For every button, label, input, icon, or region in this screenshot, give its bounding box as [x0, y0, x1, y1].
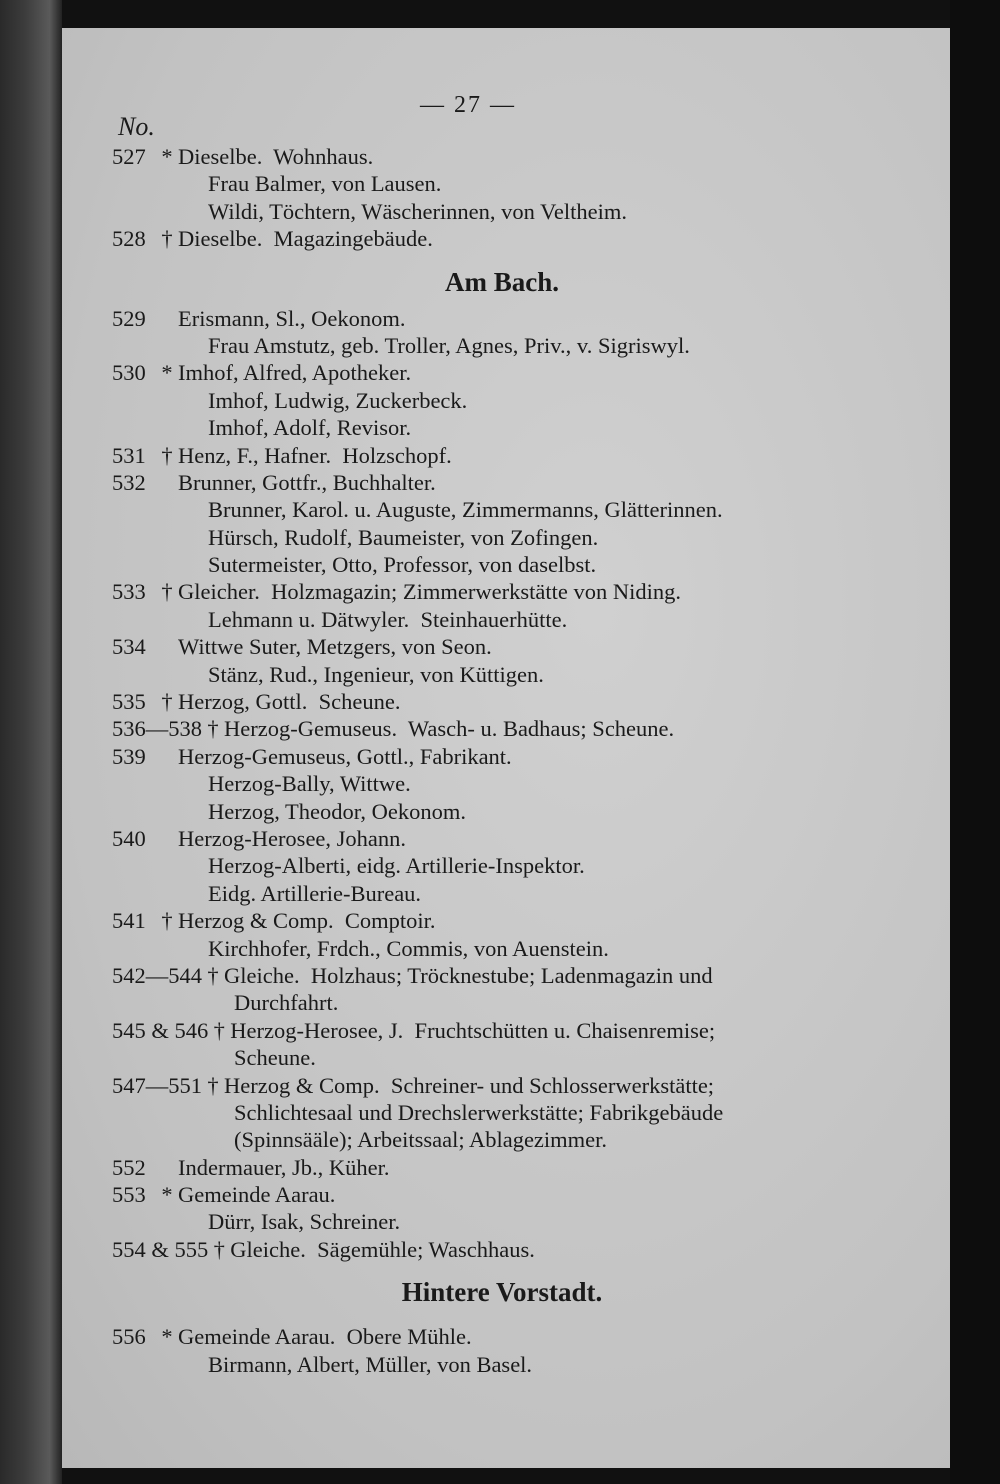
entry-text: Eidg. Artillerie-Bureau. — [208, 880, 422, 906]
house-number: 530 — [112, 360, 146, 386]
entry-text: Herzog & Comp. Comptoir. — [178, 908, 436, 934]
entry-text: Stänz, Rud., Ingenieur, von Küttigen. — [208, 661, 544, 687]
entry-text: Gemeinde Aarau. Obere Mühle. — [178, 1324, 472, 1350]
house-number: 540 — [112, 825, 146, 851]
house-number: 556 — [112, 1324, 146, 1350]
house-number: 547—551 — [112, 1072, 202, 1098]
entry-text: Gleiche. Sägemühle; Waschhaus. — [230, 1236, 535, 1262]
house-number: 554 & 555 — [112, 1236, 209, 1262]
marker-symbol: * — [161, 1182, 173, 1208]
entry-line — [112, 825, 872, 852]
entry-line — [112, 1072, 872, 1099]
house-number: 535 — [112, 689, 146, 715]
entry-text: Imhof, Adolf, Revisor. — [208, 415, 412, 441]
entry-continuation — [112, 852, 872, 879]
entry-text: Schlichtesaal und Drechslerwerkstätte; Fabrikgebäude — [234, 1099, 724, 1125]
house-number: 528 — [112, 226, 146, 252]
entry-line — [112, 225, 872, 252]
entry-text: Imhof, Alfred, Apotheker. — [178, 360, 412, 386]
entry-continuation — [112, 1351, 872, 1378]
entry-text: Frau Balmer, von Lausen. — [208, 171, 442, 197]
house-number: 552 — [112, 1154, 146, 1180]
marker-symbol: † — [161, 689, 173, 715]
entry-continuation — [112, 414, 872, 441]
entry-text: Gleicher. Holzmagazin; Zimmerwerkstätte von Niding. — [178, 579, 681, 605]
entry-text: Herzog-Bally, Wittwe. — [208, 771, 411, 797]
entry-continuation — [112, 198, 872, 225]
entry-line — [112, 907, 872, 934]
entry-continuation — [112, 332, 872, 359]
entry-line — [112, 688, 872, 715]
entry-text: Herzog & Comp. Schreiner- und Schlosserwerkstätte; — [224, 1072, 715, 1098]
entry-text: Herzog-Herosee, J. Fruchtschütten u. Chaisenremise; — [230, 1017, 716, 1043]
scan-border — [950, 0, 1000, 1484]
entry-line — [112, 1181, 872, 1208]
entry-line — [112, 715, 872, 742]
marker-symbol: † — [207, 716, 219, 742]
marker-symbol: † — [213, 1236, 225, 1262]
entry-text: Brunner, Karol. u. Auguste, Zimmermanns, Glätterinnen. — [208, 497, 723, 523]
house-number: 532 — [112, 469, 146, 495]
entry-continuation — [112, 1208, 872, 1235]
marker-symbol: * — [161, 1324, 173, 1350]
entry-text: Birmann, Albert, Müller, von Basel. — [208, 1351, 533, 1377]
entry-line — [112, 578, 872, 605]
marker-symbol: * — [161, 144, 173, 169]
entry-text: Sutermeister, Otto, Professor, von daselbst. — [208, 552, 597, 578]
entry-text: Herzog, Gottl. Scheune. — [178, 689, 401, 715]
marker-symbol: † — [207, 1072, 219, 1098]
house-number: 539 — [112, 743, 146, 769]
entry-line — [112, 442, 872, 469]
house-number: 542—544 — [112, 962, 202, 988]
entry-continuation — [112, 387, 872, 414]
house-number: 527 — [112, 144, 146, 169]
entry-text: Brunner, Gottfr., Buchhalter. — [178, 469, 436, 495]
entry-continuation — [112, 798, 872, 825]
entry-text: Herzog-Gemuseus, Gottl., Fabrikant. — [178, 743, 512, 769]
marker-symbol: † — [207, 962, 219, 988]
entry-text: Imhof, Ludwig, Zuckerbeck. — [208, 387, 468, 413]
entry-text: Indermauer, Jb., Küher. — [178, 1154, 390, 1180]
entry-text: Dürr, Isak, Schreiner. — [208, 1209, 401, 1235]
house-number: 536—538 — [112, 716, 202, 742]
entry-text: Henz, F., Hafner. Holzschopf. — [178, 442, 452, 468]
entry-continuation — [112, 989, 872, 1016]
marker-symbol: * — [161, 360, 173, 386]
house-number: 553 — [112, 1182, 146, 1208]
entry-continuation — [112, 1126, 872, 1153]
entry-text: Durchfahrt. — [234, 990, 339, 1016]
entry-text: Herzog, Theodor, Oekonom. — [208, 798, 466, 824]
entry-continuation — [112, 606, 872, 633]
book-spine — [0, 0, 62, 1484]
entry-text: Wildi, Töchtern, Wäscherinnen, von Veltheim. — [208, 198, 627, 224]
house-number: 531 — [112, 442, 146, 468]
entry-line — [112, 143, 872, 170]
house-number: 533 — [112, 579, 146, 605]
entry-continuation — [112, 524, 872, 551]
marker-symbol: † — [161, 579, 173, 605]
entry-continuation — [112, 551, 872, 578]
section-heading: Hintere Vorstadt. — [401, 1277, 603, 1308]
entry-line — [112, 469, 872, 496]
section-heading: Am Bach. — [445, 266, 559, 297]
entry-text: Herzog-Alberti, eidg. Artillerie-Inspektor. — [208, 853, 585, 879]
entry-text: Herzog-Herosee, Johann. — [178, 825, 407, 851]
entry-line — [112, 633, 872, 660]
marker-symbol: † — [213, 1017, 225, 1043]
entry-text: Kirchhofer, Frdch., Commis, von Auenstein. — [208, 935, 609, 961]
entry-text: Wittwe Suter, Metzgers, von Seon. — [178, 634, 492, 660]
house-number: 529 — [112, 305, 146, 331]
entry-line — [112, 962, 872, 989]
entry-line — [112, 305, 872, 332]
entry-text: Hürsch, Rudolf, Baumeister, von Zofingen. — [208, 524, 599, 550]
entry-line — [112, 743, 872, 770]
column-label: No. — [118, 112, 155, 141]
entry-line — [112, 1017, 872, 1044]
entry-continuation — [112, 770, 872, 797]
marker-symbol: † — [161, 908, 173, 934]
entry-line — [112, 1323, 872, 1350]
directory-listing — [112, 143, 872, 1378]
entry-continuation — [112, 170, 872, 197]
entry-text: Dieselbe. Magazingebäude. — [178, 226, 433, 252]
page-number: — 27 — — [420, 92, 516, 118]
entry-text: Lehmann u. Dätwyler. Steinhauerhütte. — [208, 606, 568, 632]
entry-text: (Spinnsääle); Arbeitssaal; Ablagezimmer. — [234, 1127, 608, 1153]
entry-text: Dieselbe. Wohnhaus. — [178, 144, 374, 169]
entry-continuation — [112, 1044, 872, 1071]
entry-text: Herzog-Gemuseus. Wasch- u. Badhaus; Scheune. — [224, 716, 675, 742]
entry-text: Erismann, Sl., Oekonom. — [178, 305, 406, 331]
marker-symbol: † — [161, 442, 173, 468]
entry-line — [112, 1236, 872, 1263]
house-number: 545 & 546 — [112, 1017, 209, 1043]
entry-continuation — [112, 661, 872, 688]
entry-line — [112, 359, 872, 386]
entry-text: Frau Amstutz, geb. Troller, Agnes, Priv., v. Sigriswyl. — [208, 332, 690, 358]
entry-text: Gemeinde Aarau. — [178, 1182, 336, 1208]
entry-continuation — [112, 880, 872, 907]
house-number: 534 — [112, 634, 146, 660]
entry-text: Scheune. — [234, 1045, 316, 1071]
entry-continuation — [112, 496, 872, 523]
house-number: 541 — [112, 908, 146, 934]
marker-symbol: † — [161, 226, 173, 252]
entry-continuation — [112, 935, 872, 962]
entry-text: Gleiche. Holzhaus; Tröcknestube; Ladenmagazin und — [224, 962, 713, 988]
entry-continuation — [112, 1099, 872, 1126]
entry-line — [112, 1154, 872, 1181]
